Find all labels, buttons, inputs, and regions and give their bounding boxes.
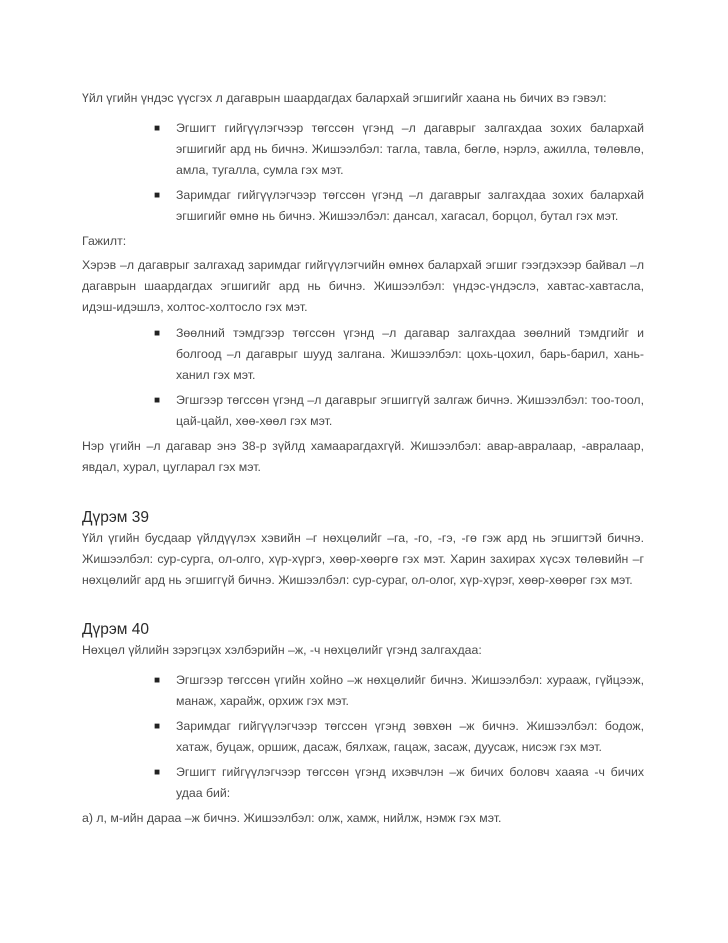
list-item: ■ Эгшигт гийгүүлэгчээр төгссөн үгэнд ихэвчлэн –ж бичих боловч хааяа -ч бичих удаа бий:: [82, 762, 644, 804]
exception-paragraph: Хэрэв –л дагаврыг залгахад заримдаг гийгүүлэгчийн өмнөх балархай эгшиг гээгдэхээр байвал –л дагаврын шаардагдах эгшигийг ард нь бичнэ. Жишээлбэл: үндэс-үндэслэ, хавтас-хавтасла, идэш-идэшлэ, холтос-холтосло гэх мэт.: [82, 258, 644, 314]
bullet-icon: ■: [154, 395, 161, 406]
list-item: ■ Заримдаг гийгүүлэгчээр төгссөн үгэнд зөвхөн –ж бичнэ. Жишээлбэл: бодож, хатаж, буцаж, оршиж, дасаж, бялхаж, гацаж, засаж, дуусаж, нисэж гэх мэт.: [82, 716, 644, 758]
list-item: ■ Заримдаг гийгүүлэгчээр төгссөн үгэнд –л дагаврыг залгахдаа зохих балархай эгшигийг өмнө нь бичнэ. Жишээлбэл: дансал, хагасал, борцол, бутал гэх мэт.: [82, 185, 644, 227]
list-item: ■ Эгшгээр төгссөн үгийн хойно –ж нөхцөлийг бичнэ. Жишээлбэл: хурааж, гүйцээж, манаж, харайж, орхиж гэх мэт.: [82, 670, 644, 712]
bullet-icon: ■: [154, 328, 161, 339]
rule-40-heading: Дүрэм 40: [82, 621, 149, 638]
list-item: ■ Эгшигт гийгүүлэгчээр төгссөн үгэнд –л дагаврыг залгахдаа зохих балархай эгшигийг ард нь бичнэ. Жишээлбэл: тагла, тавла, бөглө, нэрлэ, ажилла, төлөвлө, амла, тугалла, сумла гэх мэт.: [82, 118, 644, 181]
rule-40-intro: Нөхцөл үйлийн зэрэгцэх хэлбэрийн –ж, -ч нөхцөлийг үгэнд залгахдаа:: [82, 643, 482, 657]
sub-item-a: а) л, м-ийн дараа –ж бичнэ. Жишээлбэл: олж, хамж, нийлж, нэмж гэх мэт.: [82, 811, 502, 825]
bullet-icon: ■: [154, 675, 161, 686]
list-item: ■ Зөөлний тэмдгээр төгссөн үгэнд –л дагавар залгахдаа зөөлний тэмдгийг и болгоод –л дагаврыг шууд залгана. Жишээлбэл: цохь-цохил, барь-барил, хань-ханил гэх мэт.: [82, 323, 644, 386]
rule-39-paragraph: Үйл үгийн бусдаар үйлдүүлэх хэвийн –г нөхцөлийг –га, -го, -гэ, -гө гэж ард нь эгшигтэй бичнэ. Жишээлбэл: сур-сурга, ол-олго, хүр-хүргэ, хөөр-хөөргө гэх мэт. Харин захирах хүсэх төлөвийн –г нөхцөлийг ард нь эгшиггүй бичнэ. Жишээлбэл: сур-сураг, ол-олог, хүр-хүрэг, хөөр-хөөрөг гэх мэт.: [82, 531, 644, 587]
note-paragraph: Нэр үгийн –л дагавар энэ 38-р зүйлд хамаарагдахгүй. Жишээлбэл: авар-авралаар, -авралаар, явдал, хурал, цугларал гэх мэт.: [82, 439, 644, 474]
bullet-list-2: [82, 323, 644, 432]
bullet-icon: ■: [154, 123, 161, 134]
bullet-list-3: [82, 670, 644, 804]
bullet-list-1: [82, 118, 644, 227]
bullet-icon: ■: [154, 767, 161, 778]
document-page: [82, 88, 644, 834]
bullet-icon: ■: [154, 190, 161, 201]
list-item: ■ Эгшгээр төгссөн үгэнд –л дагаврыг эгшиггүй залгаж бичнэ. Жишээлбэл: тоо-тоол, цай-цайл, хөө-хөөл гэх мэт.: [82, 390, 644, 432]
intro-paragraph: Үйл үгийн үндэс үүсгэх л дагаврын шаардагдах балархай эгшигийг хаана нь бичих вэ гэвэл:: [82, 91, 607, 105]
bullet-icon: ■: [154, 721, 161, 732]
rule-39-heading: Дүрэм 39: [82, 509, 149, 526]
exception-label: Гажилт:: [82, 234, 127, 248]
